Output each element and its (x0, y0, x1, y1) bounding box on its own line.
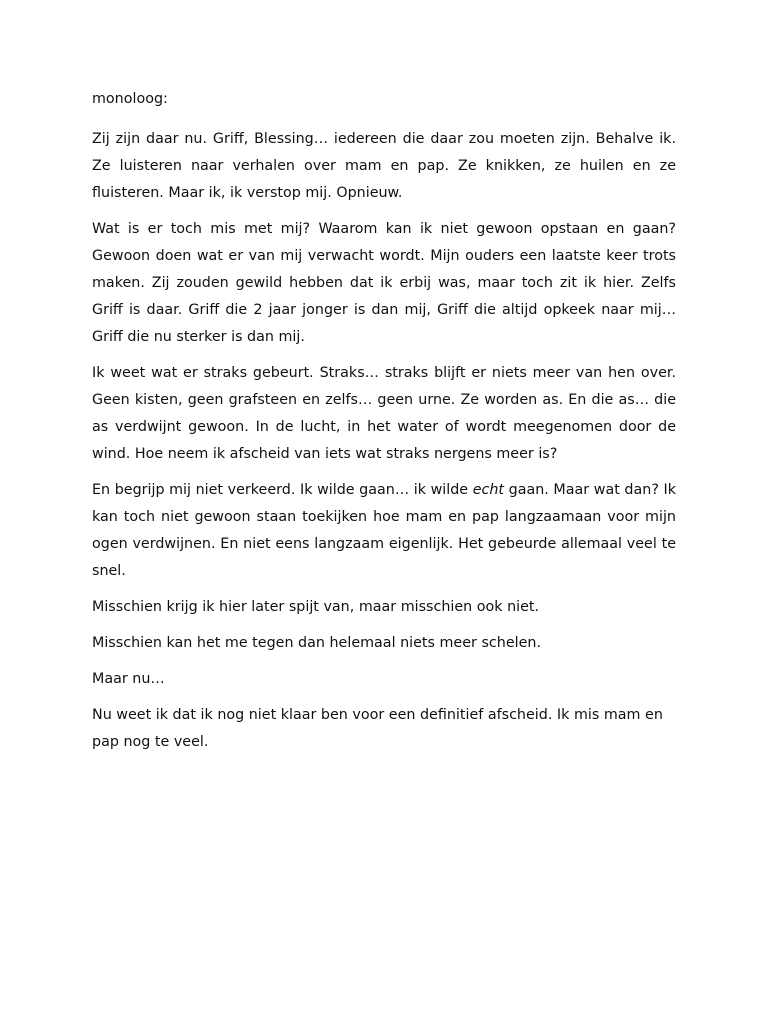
paragraph-4 (92, 477, 676, 585)
paragraph-4-before: En begrijp mij niet verkeerd. Ik wilde gaan… ik wilde (92, 482, 473, 498)
paragraph-1: Zij zijn daar nu. Griff, Blessing… iedereen die daar zou moeten zijn. Behalve ik. Ze luisteren naar verhalen over mam en pap. Ze knikken, ze huilen en ze fluisteren. Maar ik, ik verstop mij. Opnieuw. (92, 131, 676, 201)
paragraph-4-emphasis: echt (472, 482, 505, 498)
document-page (92, 86, 676, 756)
paragraph-5: Misschien krijg ik hier later spijt van, maar misschien ook niet. (92, 599, 540, 615)
paragraph-2: Wat is er toch mis met mij? Waarom kan ik niet gewoon opstaan en gaan? Gewoon doen wat er van mij verwacht wordt. Mijn ouders een laatste keer trots maken. Zij zouden gewild hebben dat ik erbij was, maar toch zit ik hier. Zelfs Griff is daar. Griff die 2 jaar jonger is dan mij, Griff die altijd opkeek naar mij… Griff die nu sterker is dan mij. (92, 221, 676, 345)
paragraph-4-after: gaan. Maar wat dan? Ik kan toch niet gewoon staan toekijken hoe mam en pap langzaamaan voor mijn ogen verdwijnen. En niet eens langzaam eigenlijk. Het gebeurde allemaal veel te snel. (92, 482, 677, 579)
paragraph-6: Misschien kan het me tegen dan helemaal niets meer schelen. (92, 635, 541, 651)
document-heading: monoloog: (92, 91, 168, 107)
paragraph-8: Nu weet ik dat ik nog niet klaar ben voor een definitief afscheid. Ik mis mam en pap nog te veel. (92, 707, 663, 750)
paragraph-3: Ik weet wat er straks gebeurt. Straks… straks blijft er niets meer van hen over. Geen kisten, geen grafsteen en zelfs… geen urne. Ze worden as. En die as… die as verdwijnt gewoon. In de lucht, in het water of wordt meegenomen door de wind. Hoe neem ik afscheid van iets wat straks nergens meer is? (92, 365, 676, 462)
paragraph-7: Maar nu… (92, 671, 165, 687)
